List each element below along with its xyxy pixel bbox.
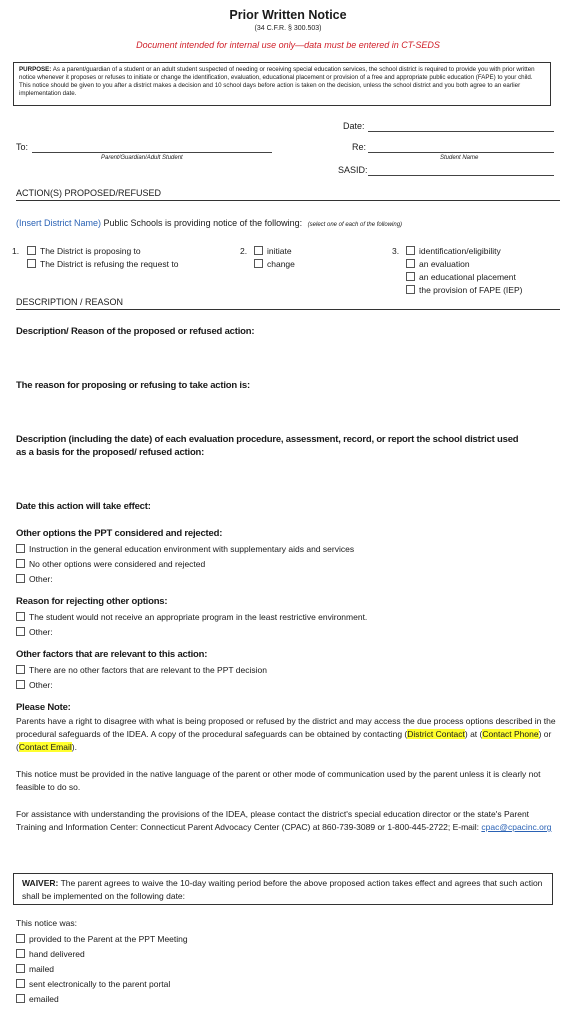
evaluation-heading-line2: as a basis for the proposed/ refused action: xyxy=(16,447,205,458)
citation: (34 C.F.R. § 300.503) xyxy=(254,25,322,32)
other-options-heading: Other options the PPT considered and rejected: xyxy=(16,528,223,539)
group3-number: 3. xyxy=(392,246,400,256)
cpac-email-link[interactable]: cpac@cpacinc.org xyxy=(481,822,552,832)
checkbox-refusing[interactable]: The District is refusing the request to xyxy=(27,259,178,269)
checkbox-icon[interactable] xyxy=(406,285,415,294)
assistance-paragraph: For assistance with understanding the provisions of the IDEA, please contact the district's special education director or the state's Parent Training and Information Center: Connecticut Parent Advocacy Center (CPAC) at 860-739-3089 or 1-800-445-2722; E-mail: cpac@cpacinc.org xyxy=(16,809,552,832)
checkbox-evaluation[interactable]: an evaluation xyxy=(406,259,470,269)
checkbox-icon[interactable] xyxy=(16,559,25,568)
checkbox-mailed[interactable]: mailed xyxy=(16,964,54,974)
district-name-placeholder[interactable]: (Insert District Name) xyxy=(16,218,102,228)
evaluation-heading-line1: Description (including the date) of each evaluation procedure, assessment, record, or report the school district used xyxy=(16,434,519,445)
checkbox-change[interactable]: change xyxy=(254,259,295,269)
waiver-text: The parent agrees to waive the 10-day waiting period before the above proposed action takes effect and agrees that such action shall be implemented on the following date: xyxy=(22,878,543,901)
checkbox-rejecting-other[interactable]: Other: xyxy=(16,627,53,637)
checkbox-icon[interactable] xyxy=(16,949,25,958)
checkbox-icon[interactable] xyxy=(16,964,25,973)
checkbox-emailed[interactable]: emailed xyxy=(16,994,59,1004)
checkbox-proposing[interactable]: The District is proposing to xyxy=(27,246,141,256)
notice-text: Public Schools is providing notice of the following: xyxy=(101,218,303,228)
contact-email-placeholder[interactable]: Contact Email xyxy=(18,742,72,752)
effective-date-heading: Date this action will take effect: xyxy=(16,501,151,512)
checkbox-icon[interactable] xyxy=(16,994,25,1003)
checkbox-fape[interactable]: the provision of FAPE (IEP) xyxy=(406,285,522,295)
checkbox-identification[interactable]: identification/eligibility xyxy=(406,246,501,256)
checkbox-placement[interactable]: an educational placement xyxy=(406,272,516,282)
checkbox-factors-other[interactable]: Other: xyxy=(16,680,53,690)
rejecting-heading: Reason for rejecting other options: xyxy=(16,596,168,607)
factors-heading: Other factors that are relevant to this action: xyxy=(16,649,208,660)
native-language-paragraph: This notice must be provided in the native language of the parent or other mode of communication used by the parent unless it is clearly not feasible to do so. xyxy=(16,769,541,792)
procedural-safeguards-paragraph: Parents have a right to disagree with what is being proposed or refused by the district and may access the due process options described in the procedural safeguards of the IDEA. A copy of the procedural safeguards can be obtained by contacting (District Contact) at (Contact Phone) or (Contact Email). xyxy=(16,716,556,752)
district-contact-placeholder[interactable]: District Contact xyxy=(407,729,465,739)
description-section-title: DESCRIPTION / REASON xyxy=(16,297,560,310)
contact-phone-placeholder[interactable]: Contact Phone xyxy=(482,729,539,739)
re-field[interactable] xyxy=(368,152,554,153)
checkbox-hand-delivered[interactable]: hand delivered xyxy=(16,949,85,959)
group2-number: 2. xyxy=(240,246,248,256)
to-field[interactable] xyxy=(32,152,272,153)
checkbox-other-options-other[interactable]: Other: xyxy=(16,574,53,584)
checkbox-icon[interactable] xyxy=(27,246,36,255)
purpose-box xyxy=(13,62,551,106)
checkbox-no-factors[interactable]: There are no other factors that are relevant to the PPT decision xyxy=(16,665,267,675)
checkbox-icon[interactable] xyxy=(16,574,25,583)
delivery-heading: This notice was: xyxy=(16,918,77,928)
re-sublabel: Student Name xyxy=(440,155,479,161)
checkbox-initiate[interactable]: initiate xyxy=(254,246,292,256)
date-field[interactable] xyxy=(368,131,554,132)
to-sublabel: Parent/Guardian/Adult Student xyxy=(101,155,183,161)
checkbox-icon[interactable] xyxy=(27,259,36,268)
checkbox-icon[interactable] xyxy=(16,665,25,674)
checkbox-icon[interactable] xyxy=(16,627,25,636)
checkbox-icon[interactable] xyxy=(16,979,25,988)
waiver-label: WAIVER: xyxy=(22,878,59,888)
checkbox-no-other-options[interactable]: No other options were considered and rejected xyxy=(16,559,205,569)
reason-heading: The reason for proposing or refusing to take action is: xyxy=(16,380,250,391)
sasid-label: SASID: xyxy=(338,165,368,175)
date-label: Date: xyxy=(343,121,365,131)
purpose-text: As a parent/guardian of a student or an adult student suspected of needing or receiving special education services, the school district is required to provide you with prior written notice whenever it proposes or refuses to initiate or change the identification, evaluation, educational placement or provision of a free and appropriate public education (FAPE) to your child. This notice should be given to you after a district makes a decision and 10 school days before action is taken on the decision, unless the school district and you both agree to an earlier implementation date. xyxy=(19,66,535,97)
checkbox-icon[interactable] xyxy=(16,680,25,689)
checkbox-icon[interactable] xyxy=(406,259,415,268)
sasid-field[interactable] xyxy=(368,175,554,176)
checkbox-parent-portal[interactable]: sent electronically to the parent portal xyxy=(16,979,170,989)
notice-line xyxy=(16,218,402,228)
checkbox-icon[interactable] xyxy=(16,544,25,553)
select-hint: (select one of each of the following) xyxy=(307,222,403,228)
checkbox-icon[interactable] xyxy=(16,612,25,621)
checkbox-icon[interactable] xyxy=(16,934,25,943)
purpose-label: PURPOSE: xyxy=(19,66,52,73)
group1-number: 1. xyxy=(12,246,20,256)
description-reason-heading: Description/ Reason of the proposed or refused action: xyxy=(16,326,255,337)
re-label: Re: xyxy=(352,142,367,152)
checkbox-provided-at-meeting[interactable]: provided to the Parent at the PPT Meeting xyxy=(16,934,188,944)
checkbox-icon[interactable] xyxy=(254,246,263,255)
internal-use-note: Document intended for internal use only—data must be entered in CT-SEDS xyxy=(136,40,440,50)
checkbox-general-education[interactable]: Instruction in the general education environment with supplementary aids and services xyxy=(16,544,354,554)
document-title: Prior Written Notice xyxy=(229,8,347,22)
checkbox-icon[interactable] xyxy=(406,246,415,255)
please-note-heading: Please Note: xyxy=(16,702,71,713)
checkbox-icon[interactable] xyxy=(406,272,415,281)
checkbox-icon[interactable] xyxy=(254,259,263,268)
actions-section-title: ACTION(S) PROPOSED/REFUSED xyxy=(16,188,560,201)
checkbox-least-restrictive[interactable]: The student would not receive an appropriate program in the least restrictive environment. xyxy=(16,612,367,622)
waiver-box xyxy=(13,873,553,905)
to-label: To: xyxy=(16,142,29,152)
